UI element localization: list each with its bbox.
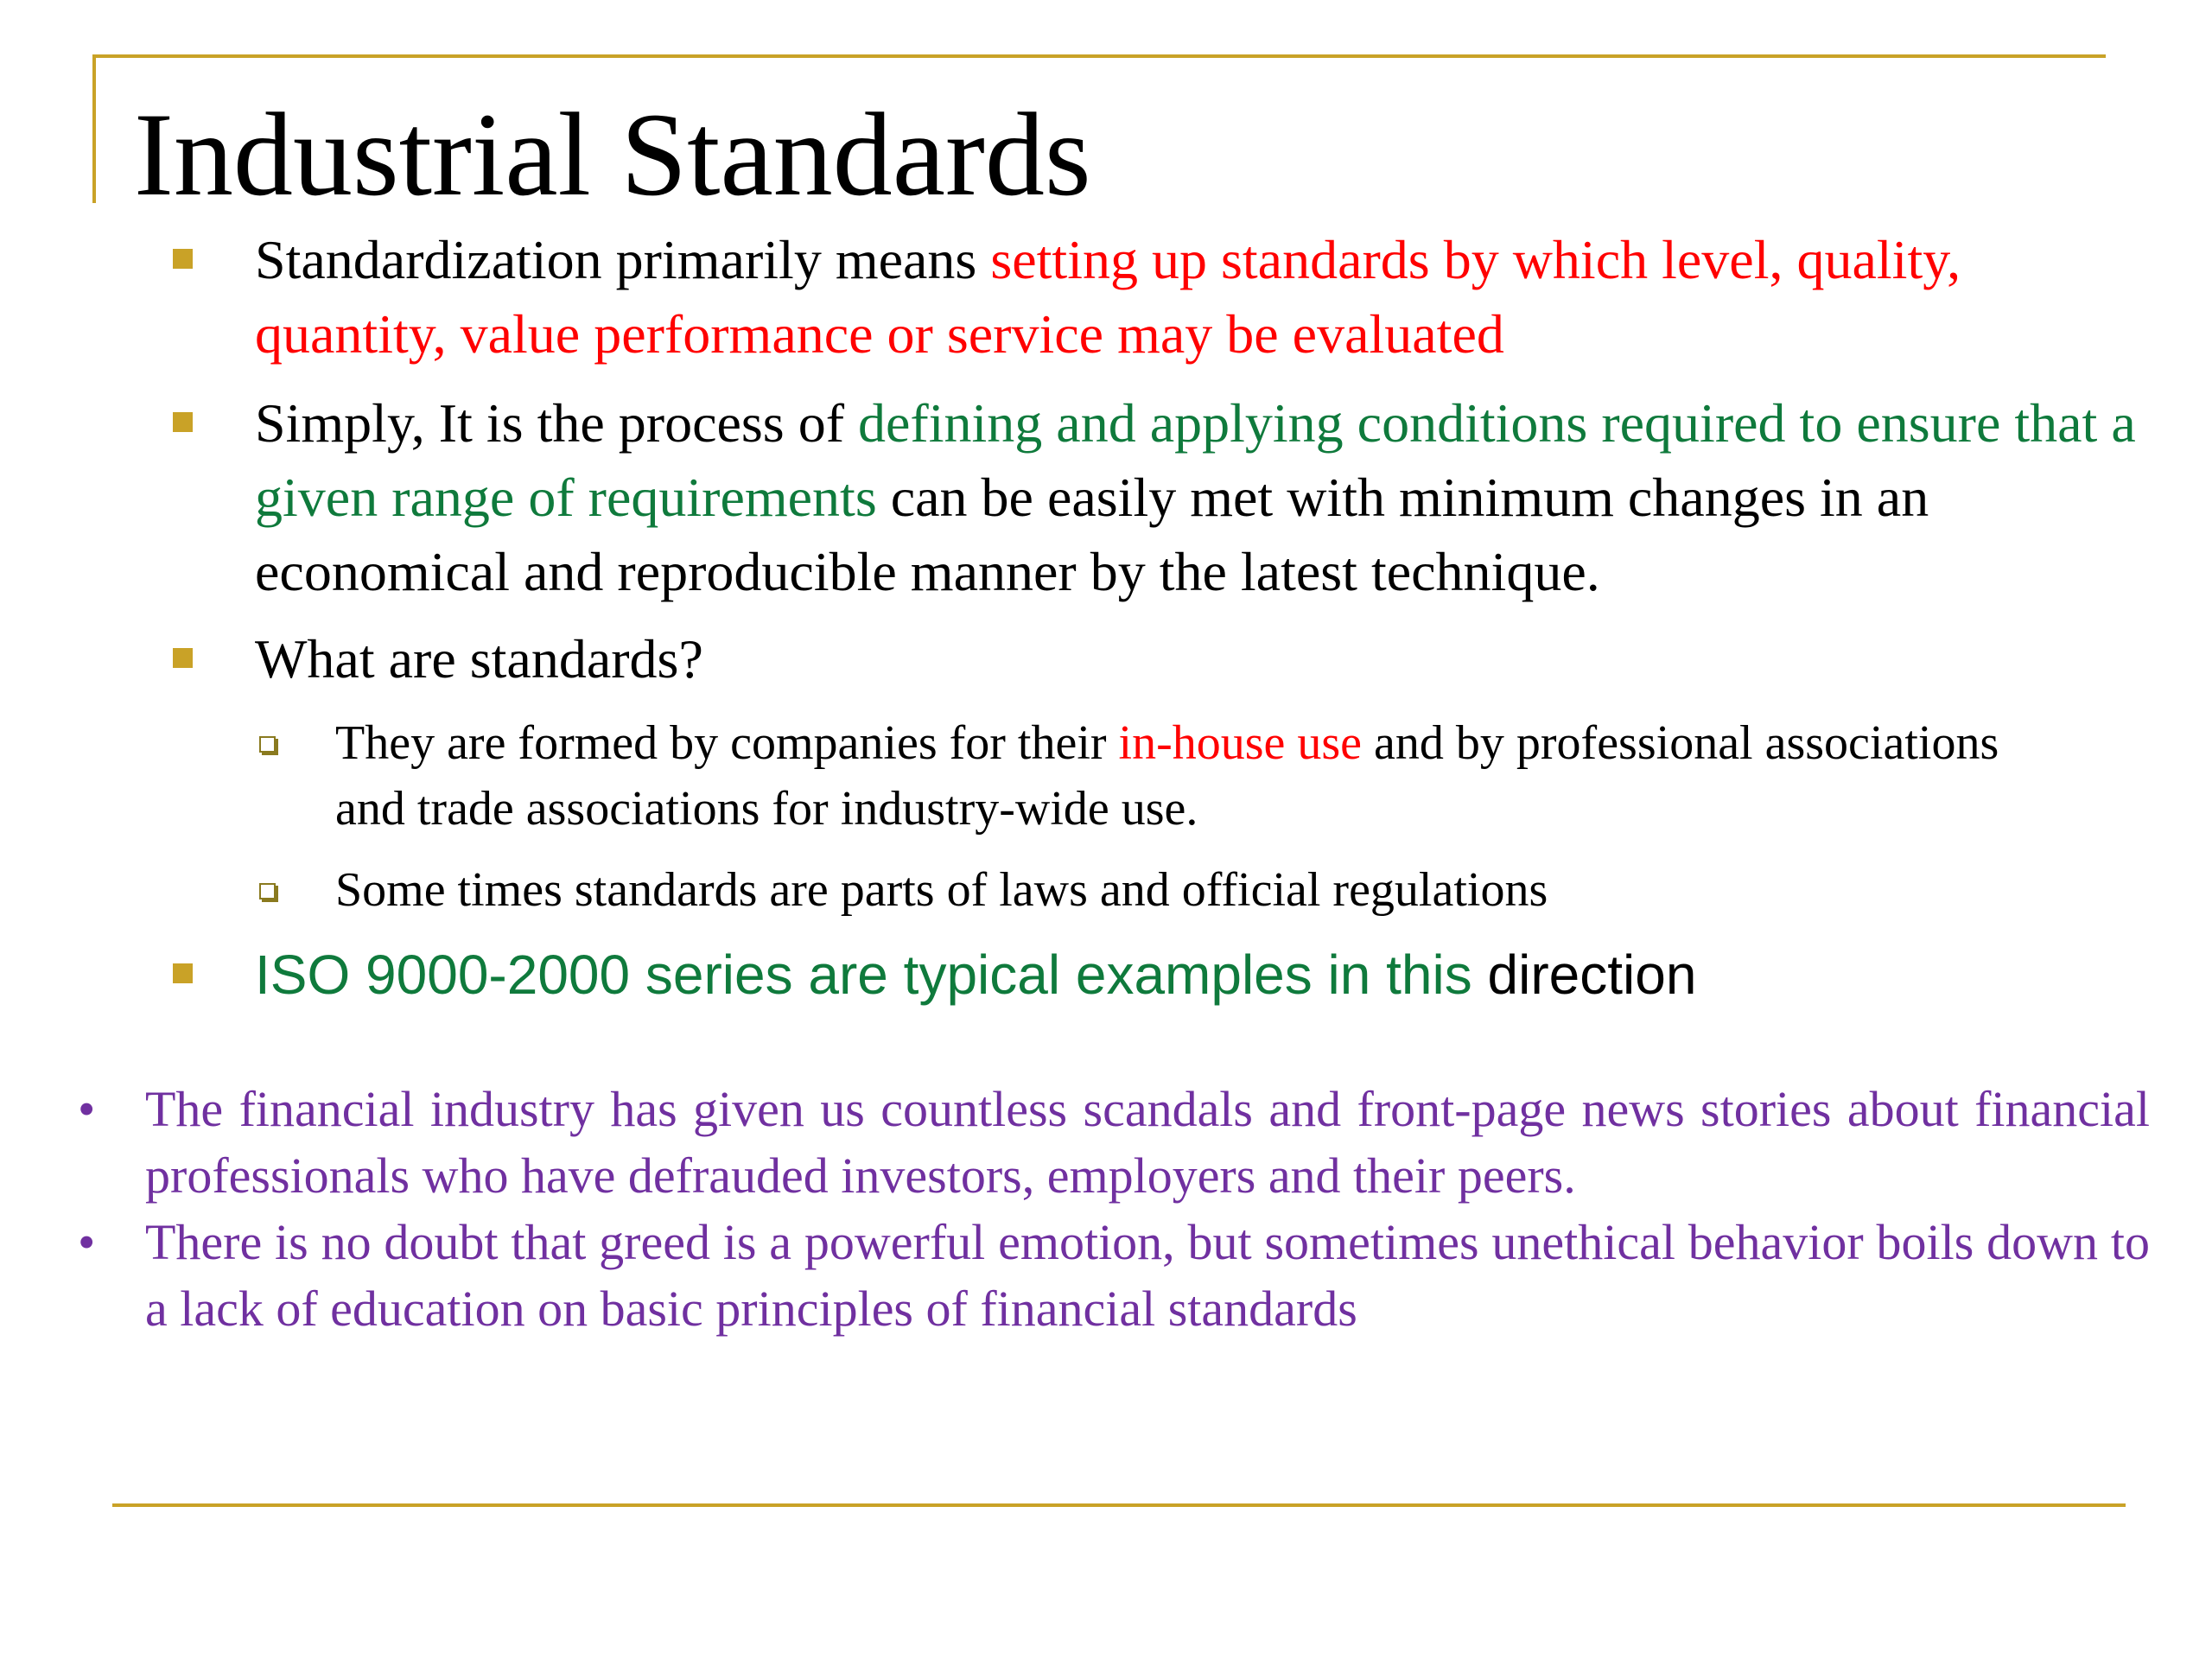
- slide-title: Industrial Standards: [134, 88, 1091, 220]
- bullet-text-plain: Standardization primarily means: [255, 229, 991, 290]
- note-item: [78, 1076, 2150, 1209]
- footer-rule: [112, 1503, 2126, 1507]
- bullet-text-plain: Simply, It is the process of: [255, 392, 858, 454]
- square-bullet-icon: [173, 963, 193, 983]
- round-bullet-icon: •: [78, 1081, 96, 1137]
- sub-bullet-item-formed-by: [335, 710, 2063, 842]
- bullet-text-plain: What are standards?: [255, 628, 703, 690]
- bullet-text-emphasis-green: defining and applying conditions required to ensure that a given range of requirements: [255, 392, 2136, 528]
- bullet-item-process: [255, 386, 2156, 609]
- bullet-item-standardization: [255, 223, 2156, 372]
- square-bullet-icon: [173, 249, 193, 269]
- sub-bullet-text-plain: Some times standards are parts of laws and official regulations: [335, 863, 1548, 917]
- square-bullet-icon: [173, 648, 193, 668]
- bullet-text-emphasis-green: ISO 9000-2000 series are typical examples in this: [255, 944, 1488, 1006]
- title-frame-left-rule: [92, 54, 96, 203]
- hollow-square-bullet-icon: [259, 736, 276, 753]
- square-bullet-icon: [173, 412, 193, 432]
- sub-bullet-text-plain: and by professional associations and trade associations for industry-wide use.: [335, 716, 1999, 836]
- sub-bullet-text-plain: They are formed by companies for their: [335, 716, 1119, 770]
- hollow-square-bullet-icon: [259, 883, 276, 899]
- note-text: There is no doubt that greed is a powerful emotion, but sometimes unethical behavior boils down to a lack of education on basic principles of financial standards: [145, 1214, 2150, 1337]
- bullet-item-what-are-standards: [255, 622, 2156, 696]
- bullet-text-plain: direction: [1487, 944, 1697, 1006]
- sub-bullet-text-emphasis-red: in-house use: [1118, 716, 1363, 770]
- notes-list: [78, 1076, 2150, 1342]
- bullet-item-iso: [255, 938, 2156, 1013]
- note-text: The financial industry has given us countless scandals and front-page news stories about financial professionals who have defrauded investors, employers and their peers.: [145, 1081, 2150, 1204]
- bullet-text-plain: can be easily met with minimum changes in an economical and reproducible manner by the latest technique.: [255, 467, 1929, 602]
- title-frame-top-rule: [92, 54, 2106, 58]
- sub-bullet-item-laws: [335, 857, 2063, 923]
- bullet-text-emphasis-red: setting up standards by which level, quality, quantity, value performance or service may be evaluated: [255, 229, 1961, 365]
- note-item: [78, 1209, 2150, 1342]
- round-bullet-icon: •: [78, 1214, 96, 1270]
